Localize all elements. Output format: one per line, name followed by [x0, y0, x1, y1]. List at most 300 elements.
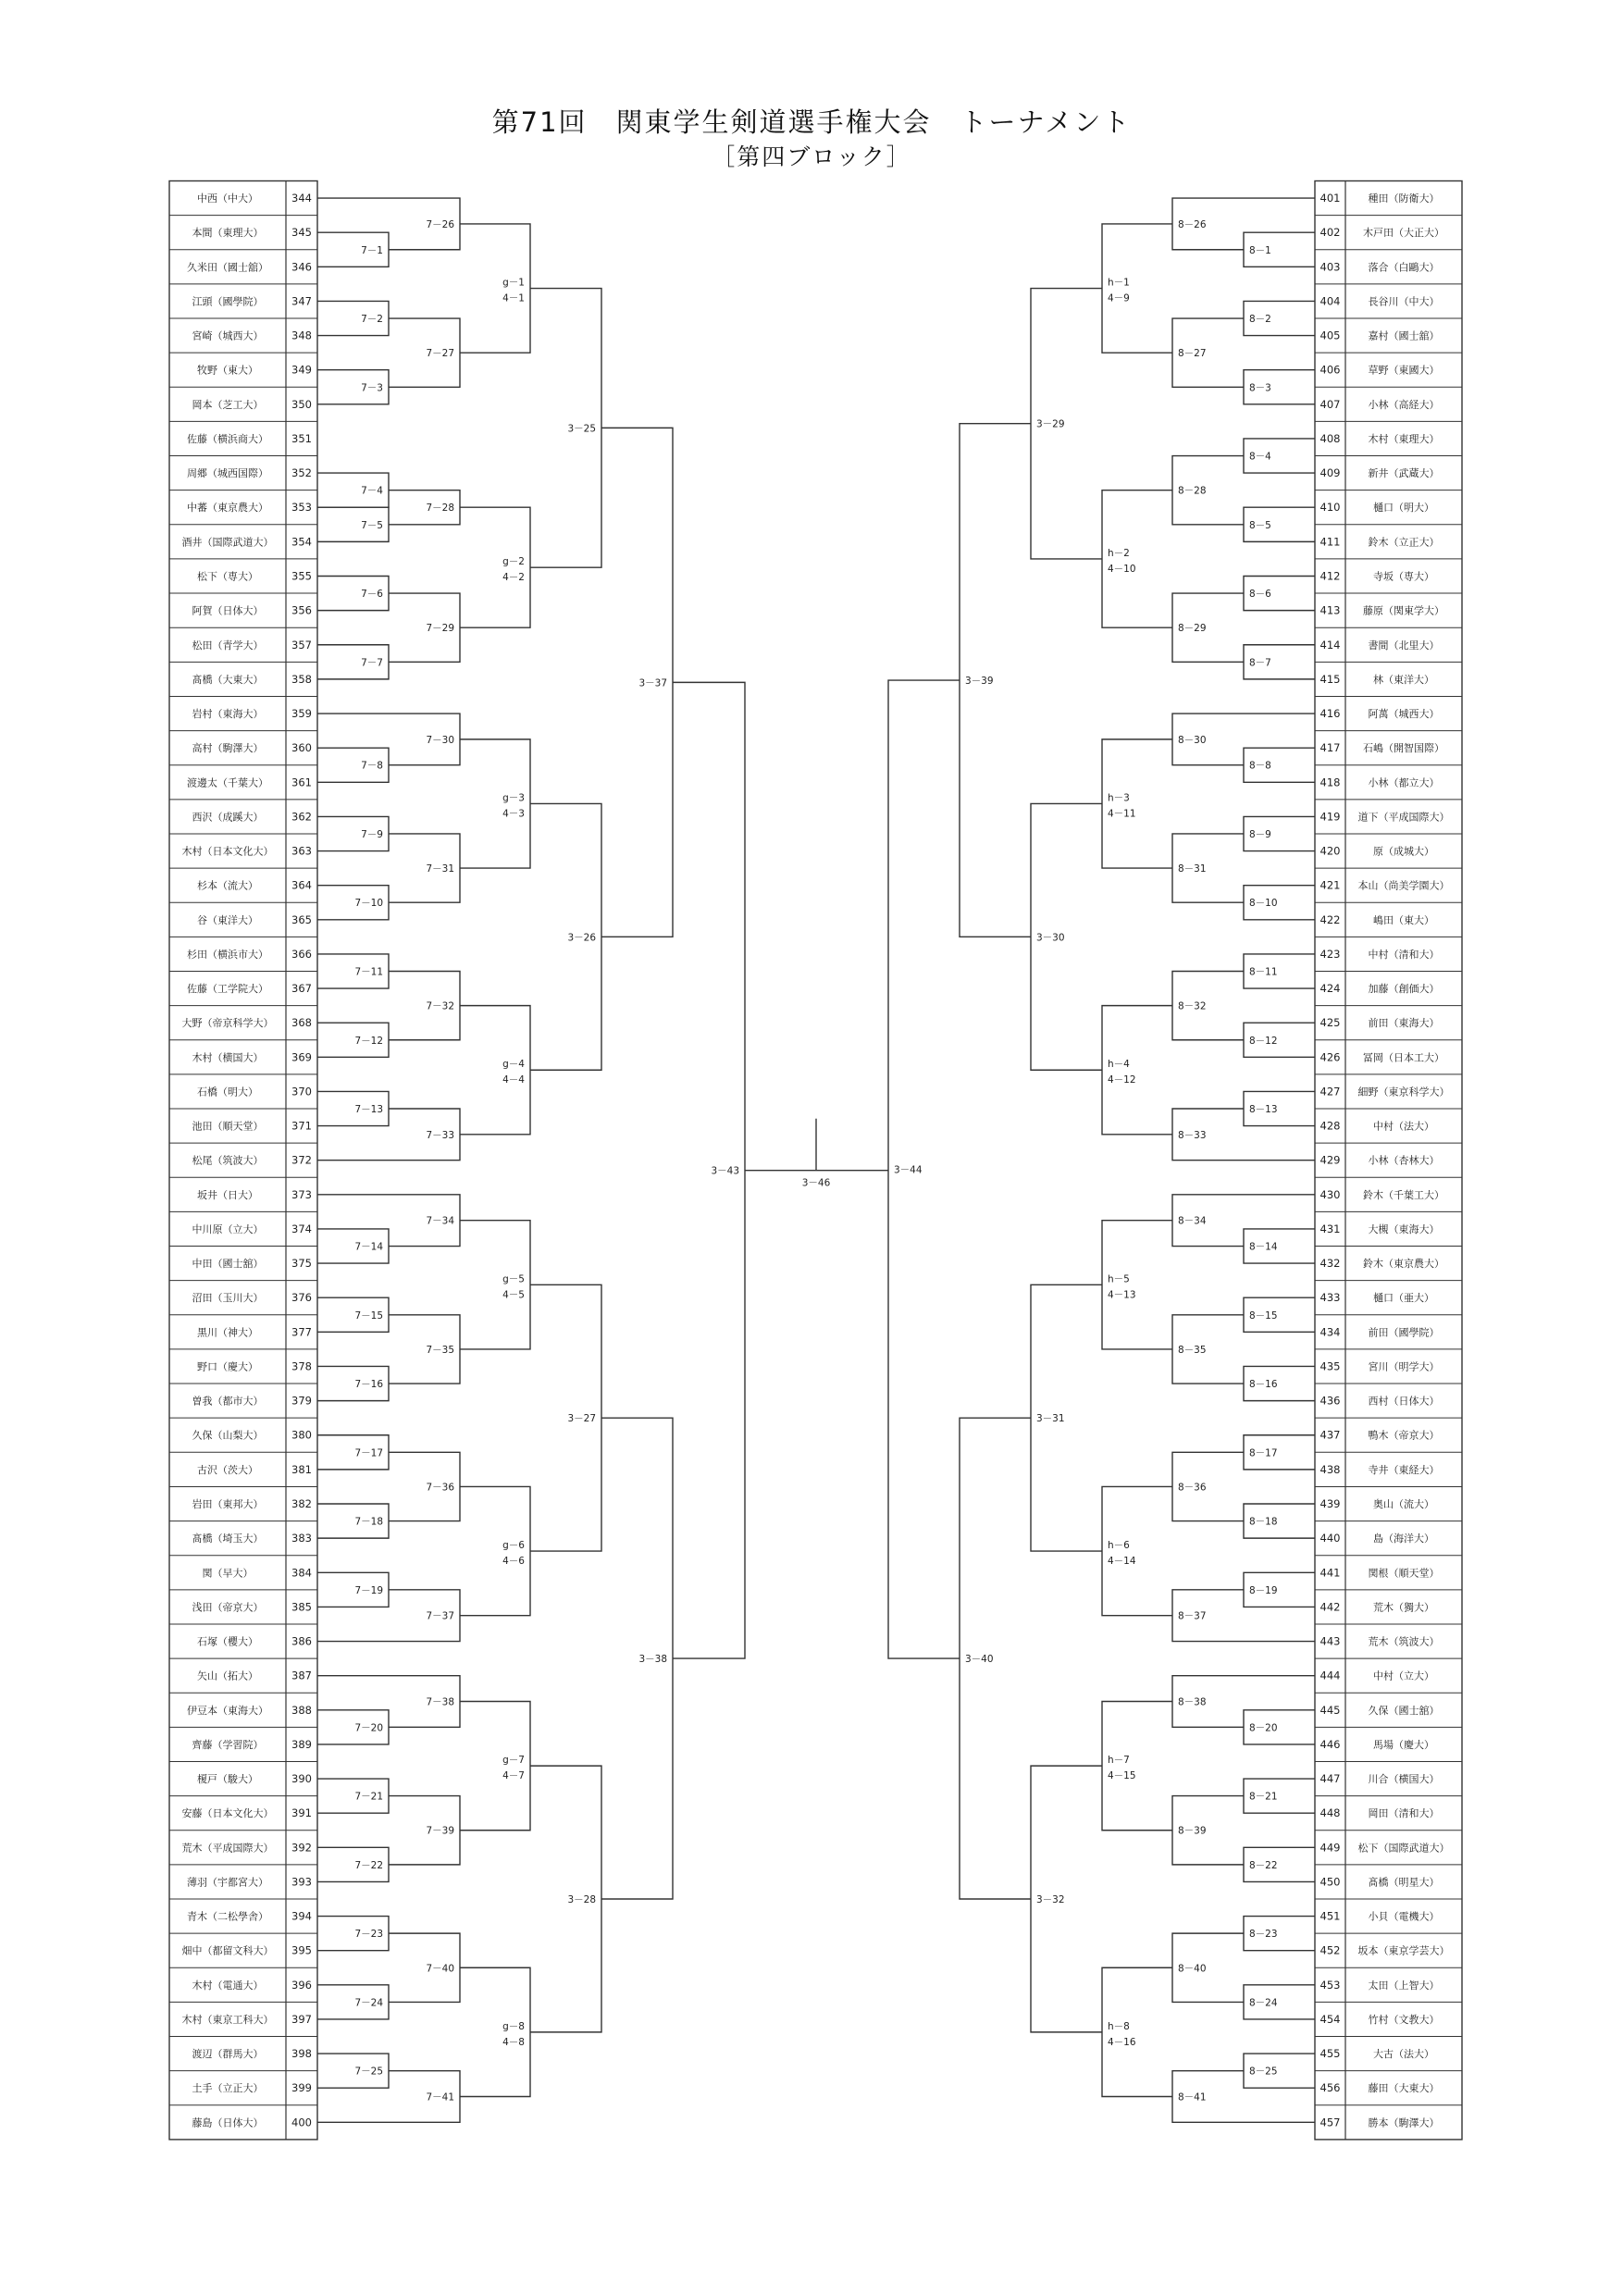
entrant-name: 阿賀（日体大） — [192, 604, 264, 617]
match-label: g－7 — [502, 1755, 525, 1767]
match-label: 8－4 — [1249, 451, 1271, 463]
entrant-number: 377 — [291, 1325, 312, 1339]
entrant-number: 383 — [291, 1532, 312, 1545]
entrant-name: 太田（上智大） — [1368, 1979, 1440, 1992]
entrant-number: 391 — [291, 1806, 312, 1820]
entrant-name: 勝本（駒澤大） — [1368, 2116, 1440, 2129]
entrant-number: 407 — [1319, 397, 1341, 411]
entrant-number: 363 — [291, 844, 312, 858]
match-label: 3－37 — [638, 677, 667, 689]
entrant-number: 444 — [1319, 1669, 1341, 1682]
entrant-name: 前田（東海大） — [1368, 1017, 1440, 1030]
entrant-number: 431 — [1319, 1222, 1341, 1235]
entrant-name: 小林（高経大） — [1368, 398, 1440, 411]
entrant-name: 西村（日体大） — [1368, 1395, 1440, 1408]
entrant-number: 346 — [291, 260, 312, 274]
entrant-name: 江頭（國學院） — [192, 295, 264, 308]
entrant-name: 中川原（立大） — [192, 1222, 264, 1235]
entrant-number: 416 — [1319, 707, 1341, 721]
match-label: 7－31 — [426, 863, 454, 875]
entrant-name: 中蕃（東京農大） — [187, 502, 268, 515]
entrant-number: 447 — [1319, 1772, 1341, 1786]
match-label: 7－13 — [354, 1104, 383, 1116]
entrant-name: 木村（横国大） — [192, 1051, 264, 1064]
match-label: 7－6 — [361, 589, 383, 601]
match-label: 4－8 — [502, 2036, 525, 2048]
entrant-number: 382 — [291, 1497, 312, 1511]
match-label: 8－17 — [1249, 1447, 1278, 1459]
match-label: 8－2 — [1249, 314, 1271, 326]
entrant-number: 442 — [1319, 1600, 1341, 1614]
match-label: 7－24 — [354, 1997, 383, 2009]
entrant-name: 長谷川（中大） — [1368, 295, 1440, 308]
entrant-name: 藤島（日体大） — [192, 2116, 264, 2129]
entrant-name: 細野（東京科学大） — [1357, 1086, 1450, 1098]
match-label: 8－13 — [1249, 1104, 1278, 1116]
entrant-name: 佐藤（横浜商大） — [187, 432, 268, 445]
entrant-name: 髙橋（大東大） — [192, 673, 264, 686]
entrant-name: 坂本（東京学芸大） — [1357, 1944, 1450, 1957]
entrant-number: 355 — [291, 569, 312, 583]
match-label: 7－35 — [426, 1344, 454, 1356]
entrant-number: 456 — [1319, 2081, 1341, 2095]
match-label: 4－6 — [502, 1556, 525, 1568]
entrant-number: 347 — [291, 294, 312, 308]
match-label: 8－15 — [1249, 1309, 1278, 1322]
entrant-name: 中田（國士舘） — [192, 1258, 264, 1271]
entrant-number: 386 — [291, 1634, 312, 1648]
match-label: 7－32 — [426, 1000, 454, 1012]
entrant-number: 369 — [291, 1050, 312, 1064]
entrant-number: 401 — [1319, 192, 1341, 205]
match-label: 8－25 — [1249, 2066, 1278, 2078]
entrant-name: 新井（武蔵大） — [1368, 467, 1440, 480]
entrant-number: 392 — [291, 1841, 312, 1855]
entrant-number: 439 — [1319, 1497, 1341, 1511]
entrant-name: 荒木（獨大） — [1373, 1601, 1434, 1614]
entrant-name: 大古（法大） — [1373, 2048, 1434, 2061]
entrant-name: 中村（清和大） — [1368, 948, 1440, 961]
entrant-name: 中村（立大） — [1373, 1669, 1434, 1682]
match-label: 3－43 — [711, 1165, 739, 1177]
match-label: 8－1 — [1249, 244, 1271, 256]
entrant-name: 谷（東洋大） — [197, 913, 258, 926]
match-label: 7－40 — [426, 1963, 454, 1975]
entrant-number: 443 — [1319, 1634, 1341, 1648]
entrant-name: 榎戸（駿大） — [197, 1773, 258, 1786]
entrant-name: 木村（東理大） — [1368, 432, 1440, 445]
entrant-name: 土手（立正大） — [192, 2082, 264, 2095]
bracket-lines — [317, 198, 1315, 2122]
match-label: g－5 — [502, 1273, 525, 1285]
match-label: 3－39 — [965, 676, 994, 688]
match-label: 8－34 — [1178, 1215, 1207, 1227]
entrant-number: 357 — [291, 638, 312, 652]
entrant-name: 本間（東理大） — [192, 227, 264, 240]
match-label: 7－34 — [426, 1215, 454, 1227]
match-label: 8－29 — [1178, 623, 1207, 635]
entrant-name: 林（東洋大） — [1373, 673, 1434, 686]
entrant-number: 432 — [1319, 1257, 1341, 1271]
match-label: 4－3 — [502, 808, 525, 820]
entrant-name: 青木（二松學舎） — [187, 1910, 268, 1923]
entrant-number: 384 — [291, 1566, 312, 1580]
match-label: 7－12 — [354, 1035, 383, 1047]
entrant-number: 356 — [291, 603, 312, 617]
match-bracket — [1102, 224, 1172, 353]
entrant-name: 渡邊太（千葉大） — [187, 776, 268, 789]
entrant-name: 草野（東國大） — [1368, 364, 1440, 377]
entrant-number: 397 — [291, 2012, 312, 2026]
entrant-number: 358 — [291, 672, 312, 686]
match-label: 7－5 — [361, 519, 383, 531]
match-label: 8－11 — [1249, 966, 1278, 978]
entrant-number: 451 — [1319, 1909, 1341, 1923]
entrant-number: 417 — [1319, 741, 1341, 755]
entrant-number: 411 — [1319, 535, 1341, 549]
entrant-number: 370 — [291, 1085, 312, 1098]
entrant-number: 427 — [1319, 1085, 1341, 1098]
entrant-name: 坂井（日大） — [197, 1188, 258, 1201]
entrant-name: 西沢（成蹊大） — [192, 811, 264, 824]
block-subtitle: ［第四ブロック］ — [712, 143, 911, 170]
entrant-name: 荒木（平成国際大） — [181, 1842, 274, 1855]
match-label: 8－8 — [1249, 760, 1271, 772]
entrant-number: 400 — [291, 2116, 312, 2129]
entrant-number: 452 — [1319, 1943, 1341, 1957]
match-label: 8－5 — [1249, 519, 1271, 531]
entrant-name: 大槻（東海大） — [1368, 1222, 1440, 1235]
match-label: 7－26 — [426, 218, 454, 230]
entrant-number: 434 — [1319, 1325, 1341, 1339]
entrant-name: 髙橋（明星大） — [1368, 1876, 1440, 1889]
match-label: 7－39 — [426, 1825, 454, 1837]
entrant-number: 406 — [1319, 363, 1341, 377]
match-label: g－8 — [502, 2020, 525, 2032]
entrant-name: 齊藤（学習院） — [192, 1738, 264, 1751]
entrant-number: 438 — [1319, 1462, 1341, 1476]
entrant-number: 395 — [291, 1943, 312, 1957]
entrant-number: 394 — [291, 1909, 312, 1923]
match-label: 7－30 — [426, 734, 454, 746]
entrant-name: 久保（山梨大） — [192, 1429, 264, 1442]
entrant-number: 422 — [1319, 912, 1341, 926]
entrant-number: 378 — [291, 1359, 312, 1373]
entrant-name: 松下（国際武道大） — [1357, 1842, 1450, 1855]
entrant-name: 松尾（筑波大） — [192, 1154, 264, 1167]
match-label: 7－2 — [361, 314, 383, 326]
match-label: 7－23 — [354, 1929, 383, 1941]
match-label: 7－38 — [426, 1696, 454, 1708]
match-label: 7－18 — [354, 1516, 383, 1528]
match-label: 7－21 — [354, 1791, 383, 1803]
match-label: 7－1 — [361, 244, 383, 256]
match-label: 8－9 — [1249, 828, 1271, 840]
match-label: h－3 — [1108, 792, 1130, 804]
match-label: 8－10 — [1249, 898, 1278, 910]
match-label: 8－27 — [1178, 348, 1207, 360]
entrant-name: 畑中（都留文科大） — [181, 1944, 274, 1957]
entrant-number: 405 — [1319, 329, 1341, 342]
entrant-number: 376 — [291, 1291, 312, 1305]
entrant-number: 421 — [1319, 878, 1341, 892]
entrant-name: 石塚（櫻大） — [197, 1635, 258, 1648]
entrant-name: 関（早大） — [202, 1567, 254, 1580]
match-label: 8－19 — [1249, 1584, 1278, 1596]
entrant-name: 落合（白鷗大） — [1368, 261, 1440, 274]
match-label: h－2 — [1108, 547, 1130, 559]
entrant-name: 小林（都立大） — [1368, 776, 1440, 789]
entrant-number: 449 — [1319, 1841, 1341, 1855]
entrant-number: 389 — [291, 1737, 312, 1751]
entrant-name: 中村（法大） — [1373, 1120, 1434, 1133]
entrant-number: 428 — [1319, 1119, 1341, 1133]
entrant-name: 岡田（清和大） — [1368, 1807, 1440, 1820]
match-label: 7－25 — [354, 2066, 383, 2078]
entrant-number: 375 — [291, 1257, 312, 1271]
match-label: 8－28 — [1178, 485, 1207, 497]
entrant-number: 393 — [291, 1875, 312, 1889]
match-label: g－3 — [502, 792, 525, 804]
match-label: 8－38 — [1178, 1696, 1207, 1708]
tournament-title: 第71回 関東学生剣道選手権大会 トーナメント — [491, 106, 1132, 138]
match-label: 7－16 — [354, 1379, 383, 1391]
match-label: 4－5 — [502, 1289, 525, 1301]
entrant-number: 367 — [291, 982, 312, 996]
entrant-number: 448 — [1319, 1806, 1341, 1820]
match-label: 4－12 — [1108, 1074, 1136, 1086]
match-label: g－4 — [502, 1059, 525, 1071]
entrant-number: 354 — [291, 535, 312, 549]
entrant-name: 書間（北里大） — [1368, 639, 1440, 652]
entrant-name: 酒井（国際武道大） — [181, 536, 274, 549]
entrant-number: 412 — [1319, 569, 1341, 583]
match-label: 4－2 — [502, 572, 525, 584]
entrant-number: 364 — [291, 878, 312, 892]
entrant-number: 404 — [1319, 294, 1341, 308]
entrant-number: 372 — [291, 1153, 312, 1167]
entrant-name: 藤田（大東大） — [1368, 2082, 1440, 2095]
entrant-name: 島（海洋大） — [1373, 1533, 1434, 1545]
entrant-number: 396 — [291, 1978, 312, 1992]
final-label: 3－46 — [801, 1177, 831, 1189]
match-label: 8－21 — [1249, 1791, 1278, 1803]
match-label: 4－4 — [502, 1074, 525, 1086]
match-label: 7－17 — [354, 1447, 383, 1459]
entrant-number: 408 — [1319, 431, 1341, 445]
match-label: 7－37 — [426, 1610, 454, 1622]
match-label: 8－37 — [1178, 1610, 1207, 1622]
entrant-name: 杉本（流大） — [197, 879, 258, 892]
entrant-name: 浅田（帝京大） — [192, 1601, 264, 1614]
match-label: 8－22 — [1249, 1859, 1278, 1871]
match-label: 3－26 — [567, 932, 596, 944]
match-label: 8－35 — [1178, 1344, 1207, 1356]
entrant-name: 鈴木（東京農大） — [1363, 1258, 1444, 1271]
entrant-name: 原（成城大） — [1373, 845, 1434, 858]
match-label: 8－32 — [1178, 1000, 1207, 1012]
entrant-name: 宮川（明学大） — [1368, 1360, 1440, 1373]
match-label: 3－40 — [965, 1654, 994, 1666]
match-label: 3－29 — [1036, 418, 1065, 430]
entrant-name: 加藤（創価大） — [1368, 983, 1440, 996]
entrant-name: 木村（電通大） — [192, 1979, 264, 1992]
entrant-number: 362 — [291, 810, 312, 824]
entrant-number: 419 — [1319, 810, 1341, 824]
entrant-name: 木村（日本文化大） — [181, 845, 274, 858]
entrant-name: 阿萬（城西大） — [1368, 708, 1440, 721]
match-label: 3－27 — [567, 1413, 596, 1425]
match-label: 3－31 — [1036, 1413, 1065, 1425]
match-label: 8－6 — [1249, 589, 1271, 601]
entrant-name: 池田（順天堂） — [192, 1120, 264, 1133]
entrant-number: 445 — [1319, 1703, 1341, 1717]
match-label: 4－15 — [1108, 1770, 1136, 1782]
entrant-number: 446 — [1319, 1737, 1341, 1751]
entrant-number: 426 — [1319, 1050, 1341, 1064]
entrant-number: 409 — [1319, 466, 1341, 480]
entrant-name: 関根（順天堂） — [1368, 1567, 1440, 1580]
match-label: 8－3 — [1249, 382, 1271, 394]
entrant-number: 351 — [291, 431, 312, 445]
match-label: 3－30 — [1036, 932, 1065, 944]
entrant-name: 石橋（明大） — [197, 1086, 258, 1098]
match-label: 7－3 — [361, 382, 383, 394]
entrant-name: 岩田（東邦大） — [192, 1498, 264, 1511]
match-label: 3－25 — [567, 423, 596, 435]
entrant-number: 418 — [1319, 776, 1341, 789]
entrant-number: 454 — [1319, 2012, 1341, 2026]
entrant-number: 373 — [291, 1187, 312, 1201]
match-label: 8－12 — [1249, 1035, 1278, 1047]
entrant-name: 道下（平成国際大） — [1357, 811, 1450, 824]
entrant-name: 伊豆本（東海大） — [187, 1704, 268, 1717]
match-label: 7－11 — [354, 966, 383, 978]
entrant-number: 410 — [1319, 501, 1341, 515]
entrant-number: 457 — [1319, 2116, 1341, 2129]
entrant-name: 髙橋（埼玉大） — [192, 1533, 264, 1545]
entrant-number: 361 — [291, 776, 312, 789]
match-label: 4－11 — [1108, 808, 1136, 820]
match-label: h－6 — [1108, 1540, 1130, 1552]
entrant-name: 小林（杏林大） — [1368, 1154, 1440, 1167]
match-label: 7－19 — [354, 1584, 383, 1596]
match-label: 7－27 — [426, 348, 454, 360]
entrant-name: 樋口（明大） — [1373, 502, 1434, 515]
entrant-name: 渡辺（群馬大） — [192, 2048, 264, 2061]
entrant-number: 387 — [291, 1669, 312, 1682]
match-label: h－4 — [1108, 1059, 1130, 1071]
entrant-name: 周郷（城西国際） — [187, 467, 268, 480]
match-label: h－7 — [1108, 1755, 1130, 1767]
entrant-number: 437 — [1319, 1428, 1341, 1442]
entrant-name: 沼田（玉川大） — [192, 1292, 264, 1305]
entrant-name: 種田（防衛大） — [1368, 192, 1440, 205]
entrant-number: 413 — [1319, 603, 1341, 617]
entrant-name: 樋口（亜大） — [1373, 1292, 1434, 1305]
match-label: 8－18 — [1249, 1516, 1278, 1528]
entrant-number: 436 — [1319, 1394, 1341, 1408]
entrant-name: 松下（専大） — [197, 570, 258, 583]
match-label: 7－28 — [426, 503, 454, 515]
entrant-number: 429 — [1319, 1153, 1341, 1167]
entrant-number: 352 — [291, 466, 312, 480]
entrant-number: 399 — [291, 2081, 312, 2095]
entrant-number: 379 — [291, 1394, 312, 1408]
match-label: 7－9 — [361, 828, 383, 840]
match-label: 4－10 — [1108, 563, 1136, 575]
entrant-name: 黒川（神大） — [197, 1326, 258, 1339]
entrant-name: 石嶋（開智国際） — [1363, 742, 1444, 755]
entrant-name: 大野（帝京科学大） — [181, 1017, 274, 1030]
match-label: 8－26 — [1178, 218, 1207, 230]
entrant-number: 455 — [1319, 2047, 1341, 2061]
match-label: 7－8 — [361, 760, 383, 772]
entrant-name: 岡本（芝工大） — [192, 398, 264, 411]
entrant-number: 453 — [1319, 1978, 1341, 1992]
entrant-number: 381 — [291, 1462, 312, 1476]
entrant-number: 366 — [291, 947, 312, 961]
entrant-name: 嘉村（國士舘） — [1368, 329, 1440, 342]
match-label: h－8 — [1108, 2020, 1130, 2032]
entrant-name: 古沢（茨大） — [197, 1463, 258, 1476]
entrant-number: 380 — [291, 1428, 312, 1442]
entrant-number: 345 — [291, 226, 312, 240]
entrant-name: 冨岡（日本工大） — [1363, 1051, 1444, 1064]
entrant-number: 359 — [291, 707, 312, 721]
match-bracket — [460, 224, 530, 353]
entrant-name: 鈴木（立正大） — [1368, 536, 1440, 549]
match-label: 3－38 — [638, 1654, 667, 1666]
match-label: 8－40 — [1178, 1963, 1207, 1975]
entrant-number: 402 — [1319, 226, 1341, 240]
match-label: 4－14 — [1108, 1556, 1136, 1568]
entrant-name: 宮崎（城西大） — [192, 329, 264, 342]
match-label: 4－7 — [502, 1770, 525, 1782]
entrant-number: 350 — [291, 397, 312, 411]
entrant-number: 423 — [1319, 947, 1341, 961]
entrant-name: 曽我（都市大） — [192, 1395, 264, 1408]
entrant-number: 433 — [1319, 1291, 1341, 1305]
entrant-number: 414 — [1319, 638, 1341, 652]
entrant-name: 川合（横国大） — [1368, 1773, 1440, 1786]
entrant-number: 420 — [1319, 844, 1341, 858]
entrant-number: 450 — [1319, 1875, 1341, 1889]
entrant-name: 安藤（日本文化大） — [181, 1807, 274, 1820]
entrant-number: 424 — [1319, 982, 1341, 996]
match-label: 8－14 — [1249, 1241, 1278, 1253]
match-label: 7－20 — [354, 1722, 383, 1734]
match-label: g－6 — [502, 1540, 525, 1552]
match-label: 7－7 — [361, 657, 383, 669]
entrant-number: 425 — [1319, 1016, 1341, 1030]
entrant-name: 本山（尚美学園大） — [1357, 879, 1450, 892]
match-label: 4－13 — [1108, 1289, 1136, 1301]
entrant-name: 小貝（電機大） — [1368, 1910, 1440, 1923]
entrant-number: 430 — [1319, 1187, 1341, 1201]
match-label: 4－16 — [1108, 2036, 1136, 2048]
match-label: 7－14 — [354, 1241, 383, 1253]
entrant-name: 木村（東京工科大） — [181, 2013, 274, 2026]
entrant-name: 前田（國學院） — [1368, 1326, 1440, 1339]
match-label: 3－28 — [567, 1894, 596, 1905]
match-label: 8－7 — [1249, 657, 1271, 669]
entrant-name: 久保（國士舘） — [1368, 1704, 1440, 1717]
entrant-name: 野口（慶大） — [197, 1360, 258, 1373]
entrant-name: 松田（青学大） — [192, 639, 264, 652]
match-label: 7－29 — [426, 623, 454, 635]
match-label: 3－44 — [894, 1164, 923, 1176]
